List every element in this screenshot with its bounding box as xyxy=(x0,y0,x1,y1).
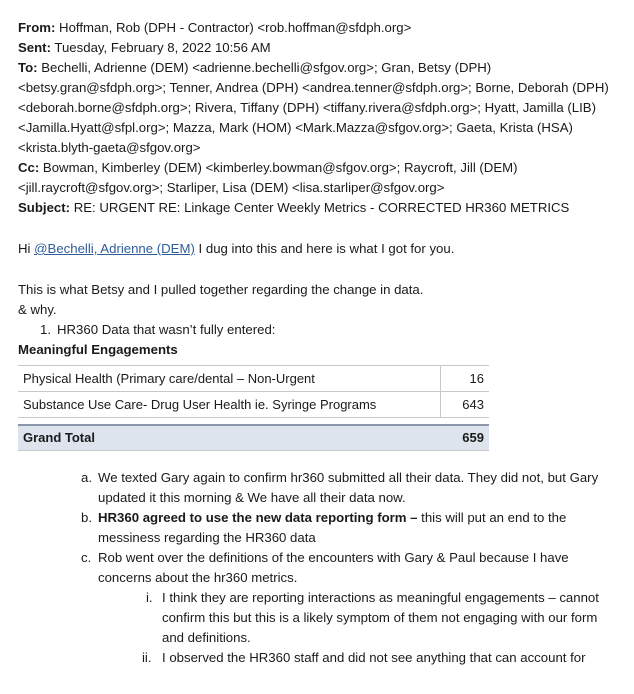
row-label: Physical Health (Primary care/dental – Non-Urgent xyxy=(18,366,441,392)
grand-total-row xyxy=(18,425,489,451)
list-item-text: We texted Gary again to confirm hr360 submitted all their data. They did not, but Gary updated it this morning & We have all their data now. xyxy=(98,470,599,505)
from-label: From: xyxy=(18,20,56,35)
sublist-marker: i. xyxy=(146,590,153,605)
list-item-rest-text: this will put an end to the messiness regarding the HR360 data xyxy=(98,510,567,545)
sent-value: Tuesday, February 8, 2022 10:56 AM xyxy=(54,40,271,55)
table-row xyxy=(18,366,489,392)
list-item-bold-text: HR360 agreed to use the new data reporting form – xyxy=(98,510,418,525)
table-spacer xyxy=(18,418,489,426)
grand-total-label: Grand Total xyxy=(18,425,441,451)
row-value: 16 xyxy=(441,366,490,392)
intro-paragraph xyxy=(18,280,628,320)
list-item-b xyxy=(0,508,634,548)
greeting-prefix: Hi xyxy=(18,241,31,256)
row-label: Substance Use Care- Drug User Health ie. Syringe Programs xyxy=(18,392,441,418)
subject-value: RE: URGENT RE: Linkage Center Weekly Metrics - CORRECTED HR360 METRICS xyxy=(73,200,570,215)
numbered-item-marker: 1. xyxy=(40,322,51,337)
numbered-item xyxy=(40,320,275,340)
cc-label: Cc: xyxy=(18,160,40,175)
sublist-item-text: I observed the HR360 staff and did not see anything that can account for xyxy=(162,650,586,665)
cc-line xyxy=(18,158,628,198)
greeting-text: I dug into this and here is what I got for you. xyxy=(198,241,455,256)
sublist-item-text: I think they are reporting interactions as meaningful engagements – cannot confirm this but this is a likely symptom of them not engaging with our form and definitions. xyxy=(162,590,599,645)
engagements-table xyxy=(18,365,489,451)
intro-line-1: This is what Betsy and I pulled together regarding the change in data. xyxy=(18,282,424,297)
sent-line xyxy=(18,38,628,58)
table-title: Meaningful Engagements xyxy=(18,342,178,357)
mention-link[interactable]: @Bechelli, Adrienne (DEM) xyxy=(34,241,195,256)
cc-value: Bowman, Kimberley (DEM) <kimberley.bowman@sfgov.org>; Raycroft, Jill (DEM) <jill.raycroft@sfgov.org>; Starliper, Lisa (DEM) <lisa.starliper@sfgov.org> xyxy=(18,160,518,195)
list-item-text: Rob went over the definitions of the encounters with Gary & Paul because I have concerns about the hr360 metrics. xyxy=(98,550,569,585)
table-row xyxy=(18,392,489,418)
sublist-marker: ii. xyxy=(142,650,152,665)
sent-label: Sent: xyxy=(18,40,51,55)
list-item-c xyxy=(0,548,634,588)
row-value: 643 xyxy=(441,392,490,418)
subject-line xyxy=(18,198,628,218)
to-line xyxy=(18,58,628,158)
subject-label: Subject: xyxy=(18,200,71,215)
from-value: Hoffman, Rob (DPH - Contractor) <rob.hoffman@sfdph.org> xyxy=(59,20,412,35)
lettered-list xyxy=(0,468,634,668)
email-header xyxy=(18,18,628,218)
sublist-item-i xyxy=(0,588,634,648)
sublist-item-ii xyxy=(0,648,634,668)
to-label: To: xyxy=(18,60,38,75)
intro-line-2: & why. xyxy=(18,302,57,317)
list-marker: c. xyxy=(81,550,92,565)
list-item-a xyxy=(0,468,634,508)
grand-total-value: 659 xyxy=(441,425,490,451)
list-marker: a. xyxy=(81,470,92,485)
to-value: Bechelli, Adrienne (DEM) <adrienne.bechelli@sfgov.org>; Gran, Betsy (DPH) <betsy.gran@sfdph.org>; Tenner, Andrea (DPH) <andrea.tenner@sfdph.org>; Borne, Deborah (DPH) <deborah.borne@sfdph.org>; Rivera, Tiffany (DPH) <tiffany.rivera@sfdph.org>; Hyatt, Jamilla (LIB) <Jamilla.Hyatt@sfpl.org>; Mazza, Mark (HOM) <Mark.Mazza@sfgov.org>; Gaeta, Krista (HSA) <krista.blyth-gaeta@sfgov.org> xyxy=(18,60,609,155)
from-line xyxy=(18,18,628,38)
list-marker: b. xyxy=(81,510,92,525)
numbered-item-text: HR360 Data that wasn’t fully entered: xyxy=(57,322,276,337)
list-item-text xyxy=(98,508,608,548)
greeting-line xyxy=(18,239,628,259)
